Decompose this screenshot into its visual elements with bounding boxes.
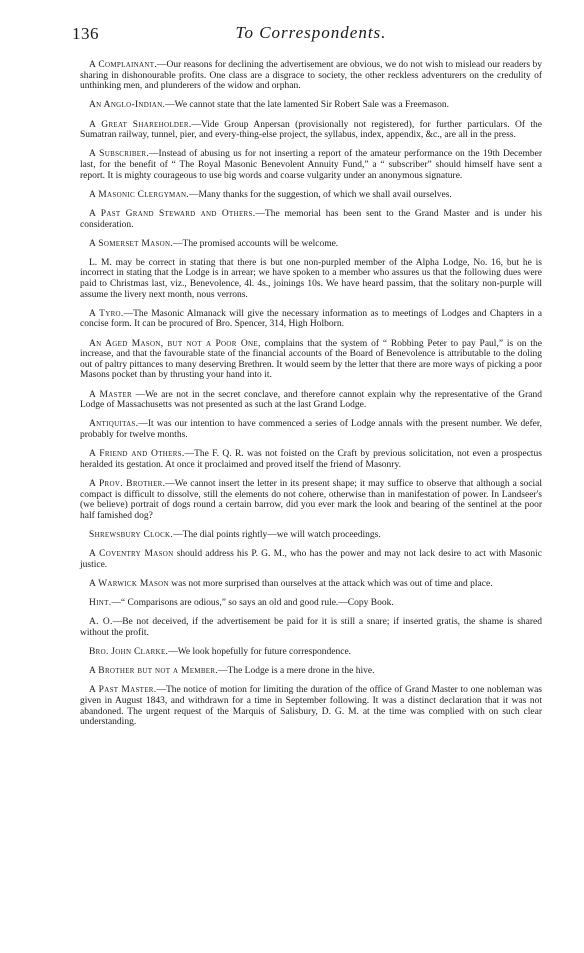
correspondent-note [80,239,542,250]
correspondent-note [80,309,542,330]
correspondent-note [80,149,542,181]
note-text: —The memorial has been sent to the Grand Master and is under his consideration. [80,208,542,230]
correspondent-name: A Subscriber. [89,149,150,160]
note-text: —We look hopefully for future correspondence. [168,647,352,658]
page-number: 136 [72,24,99,43]
note-text: L. M. may be correct in stating that there is but one non-purpled member of the Alpha Lodge, No. 16, but he is incorrect in stating that the Lodge is in arrear; we have spoken to a member who assures us that the following dues were paid to Christmas last, viz., Benevolence, 4l. 4s., joinings 10s. We have heard passim, that the solitary non-purple will assume the livery next month, nous verrons. [80,257,542,300]
running-title: To Correspondents. [235,23,387,42]
correspondent-note [80,100,542,111]
correspondent-note [80,339,542,381]
note-text: was not more surprised than ourselves at the attack which was out of time and place. [168,578,493,589]
correspondent-note [80,60,542,92]
correspondent-note [80,258,542,300]
correspondent-note [80,209,542,230]
note-text: —The promised accounts will be welcome. [173,238,339,249]
correspondent-name: A Coventry Mason [89,549,174,560]
note-text: —Be not deceived, if the advertisement be paid for it is still a snare; if inserted gratis, the shame is shared without the profit. [80,617,542,638]
note-text: —The Lodge is a mere drone in the hive. [218,666,375,677]
correspondent-name: Hint. [89,598,112,609]
correspondent-name: A Great Shareholder. [89,119,192,130]
correspondent-note [80,390,542,411]
correspondent-name: A Friend and Others. [89,449,185,460]
correspondent-note [80,479,542,521]
correspondent-name: A Brother but not a Member. [89,666,219,677]
note-text: —Vide Group Anpersan (provisionally not registered), for further particulars. Of the Sumatran railway, tunnel, pier, and every-thing-else project, the syllabus, index, appendix, &c., are all in the press. [80,119,542,141]
correspondent-name: Antiquitas. [89,419,139,430]
correspondent-name: A Complainant. [89,60,158,70]
correspondent-name: A Masonic Clergyman. [89,189,189,200]
note-text: —It was our intention to have commenced a series of Lodge annals with the present number. We defer, probably for twelve months. [80,419,542,440]
correspondent-note [80,530,542,541]
note-text: —The Masonic Almanack will give the necessary information as to meetings of Lodges and Chapters in a concise form. It can be procured of Bro. Spencer, 314, High Holborn. [80,308,542,330]
correspondent-note [80,419,542,440]
correspondent-name: An Anglo-Indian. [89,100,166,111]
correspondent-name: A Warwick Mason [89,578,169,589]
note-text: —Instead of abusing us for not inserting a report of the amateur performance on the 19th December last, for the benefit of “ The Royal Masonic Benevolent Annuity Fund,” a “ subscriber” should himself have sent a report. It is mighty courageous to use big words and coarse vulgarity under an anonymous signature. [80,149,543,181]
correspondent-name: A Master [89,389,132,400]
note-text: —We cannot state that the late lamented Sir Robert Sale was a Freemason. [165,100,450,111]
correspondent-note [80,617,542,638]
note-text: —The F. Q. R. was not foisted on the Craft by previous solicitation, not even a prospectus heralded its gestation. At once it proclaimed and proved itself the friend of Masonry. [80,449,542,470]
note-text: —We are not in the secret conclave, and therefore cannot explain why the representative of the Grand Lodge of Massachusetts was not presented as such at the last Grand Lodge. [80,389,543,411]
correspondent-note [80,120,542,141]
note-text: —Many thanks for the suggestion, of which we shall avail ourselves. [188,189,452,200]
correspondent-note [80,666,542,677]
note-text: —Our reasons for declining the advertisement are obvious, we do not wish to mislead our readers by sharing in dishonourable profits. One class are a disgrace to society, the other reckless adventurers on the credulity of unthinking men, and plunderers of the widow and orphan. [80,60,542,92]
correspondent-name: A Past Grand Steward and Others. [89,208,256,219]
note-text: —We cannot insert the letter in its present shape; it may suffice to observe that although a social compact is difficult to dissolve, still the elements do not cohere, otherwise than in manifestation of power. In Landseer's (we believe) portrait of dogs round a certain barrow, did you ever mark the look and bearing of the sentinel at the poor half famished dog? [80,478,542,521]
note-text: should address his P. G. M., who has the power and may not lack desire to act with Masonic justice. [80,549,542,570]
correspondent-name: An Aged Mason, but not a Poor One, [89,338,261,349]
note-text: —“ Comparisons are odious,” so says an old and good rule.—Copy Book. [111,598,394,609]
correspondent-note [80,549,542,570]
note-text: complains that the system of “ Robbing Peter to pay Paul,” is on the increase, and that the favourable state of the financial accounts of the Board of Benevolence is attributable to the doling out of paltry pittances to many deserving Brethren. It would seem by the letter that there are more ways of picking a poor Masons pocket than by thrusting your hand into it. [80,338,542,381]
correspondent-note [80,598,542,609]
correspondence-list [80,60,542,728]
correspondent-name: A. O. [89,617,113,628]
correspondent-name: A Tyro. [89,308,124,319]
note-text: —The dial points rightly—we will watch proceedings. [173,529,381,540]
page-header [72,22,542,46]
correspondent-note [80,579,542,590]
correspondent-note [80,449,542,470]
correspondent-note [80,190,542,201]
correspondent-note [80,685,542,727]
correspondent-name: Bro. John Clarke. [89,647,169,658]
correspondent-name: A Prov. Brother. [89,478,166,489]
note-text: —The notice of motion for limiting the duration of the office of Grand Master to one nobleman was given in August 1843, and withdrawn for a time in September following. It was a distinct declaration that it was not abandoned. The urgent request of the Marquis of Salisbury, D. G. M. at the time was complied with on such clear understanding. [80,685,542,728]
document-page [72,22,543,736]
correspondent-name: A Past Master. [89,685,157,696]
correspondent-name: Shrewsbury Clock. [89,529,174,540]
correspondent-note [80,647,542,658]
correspondent-name: A Somerset Mason. [89,238,174,249]
